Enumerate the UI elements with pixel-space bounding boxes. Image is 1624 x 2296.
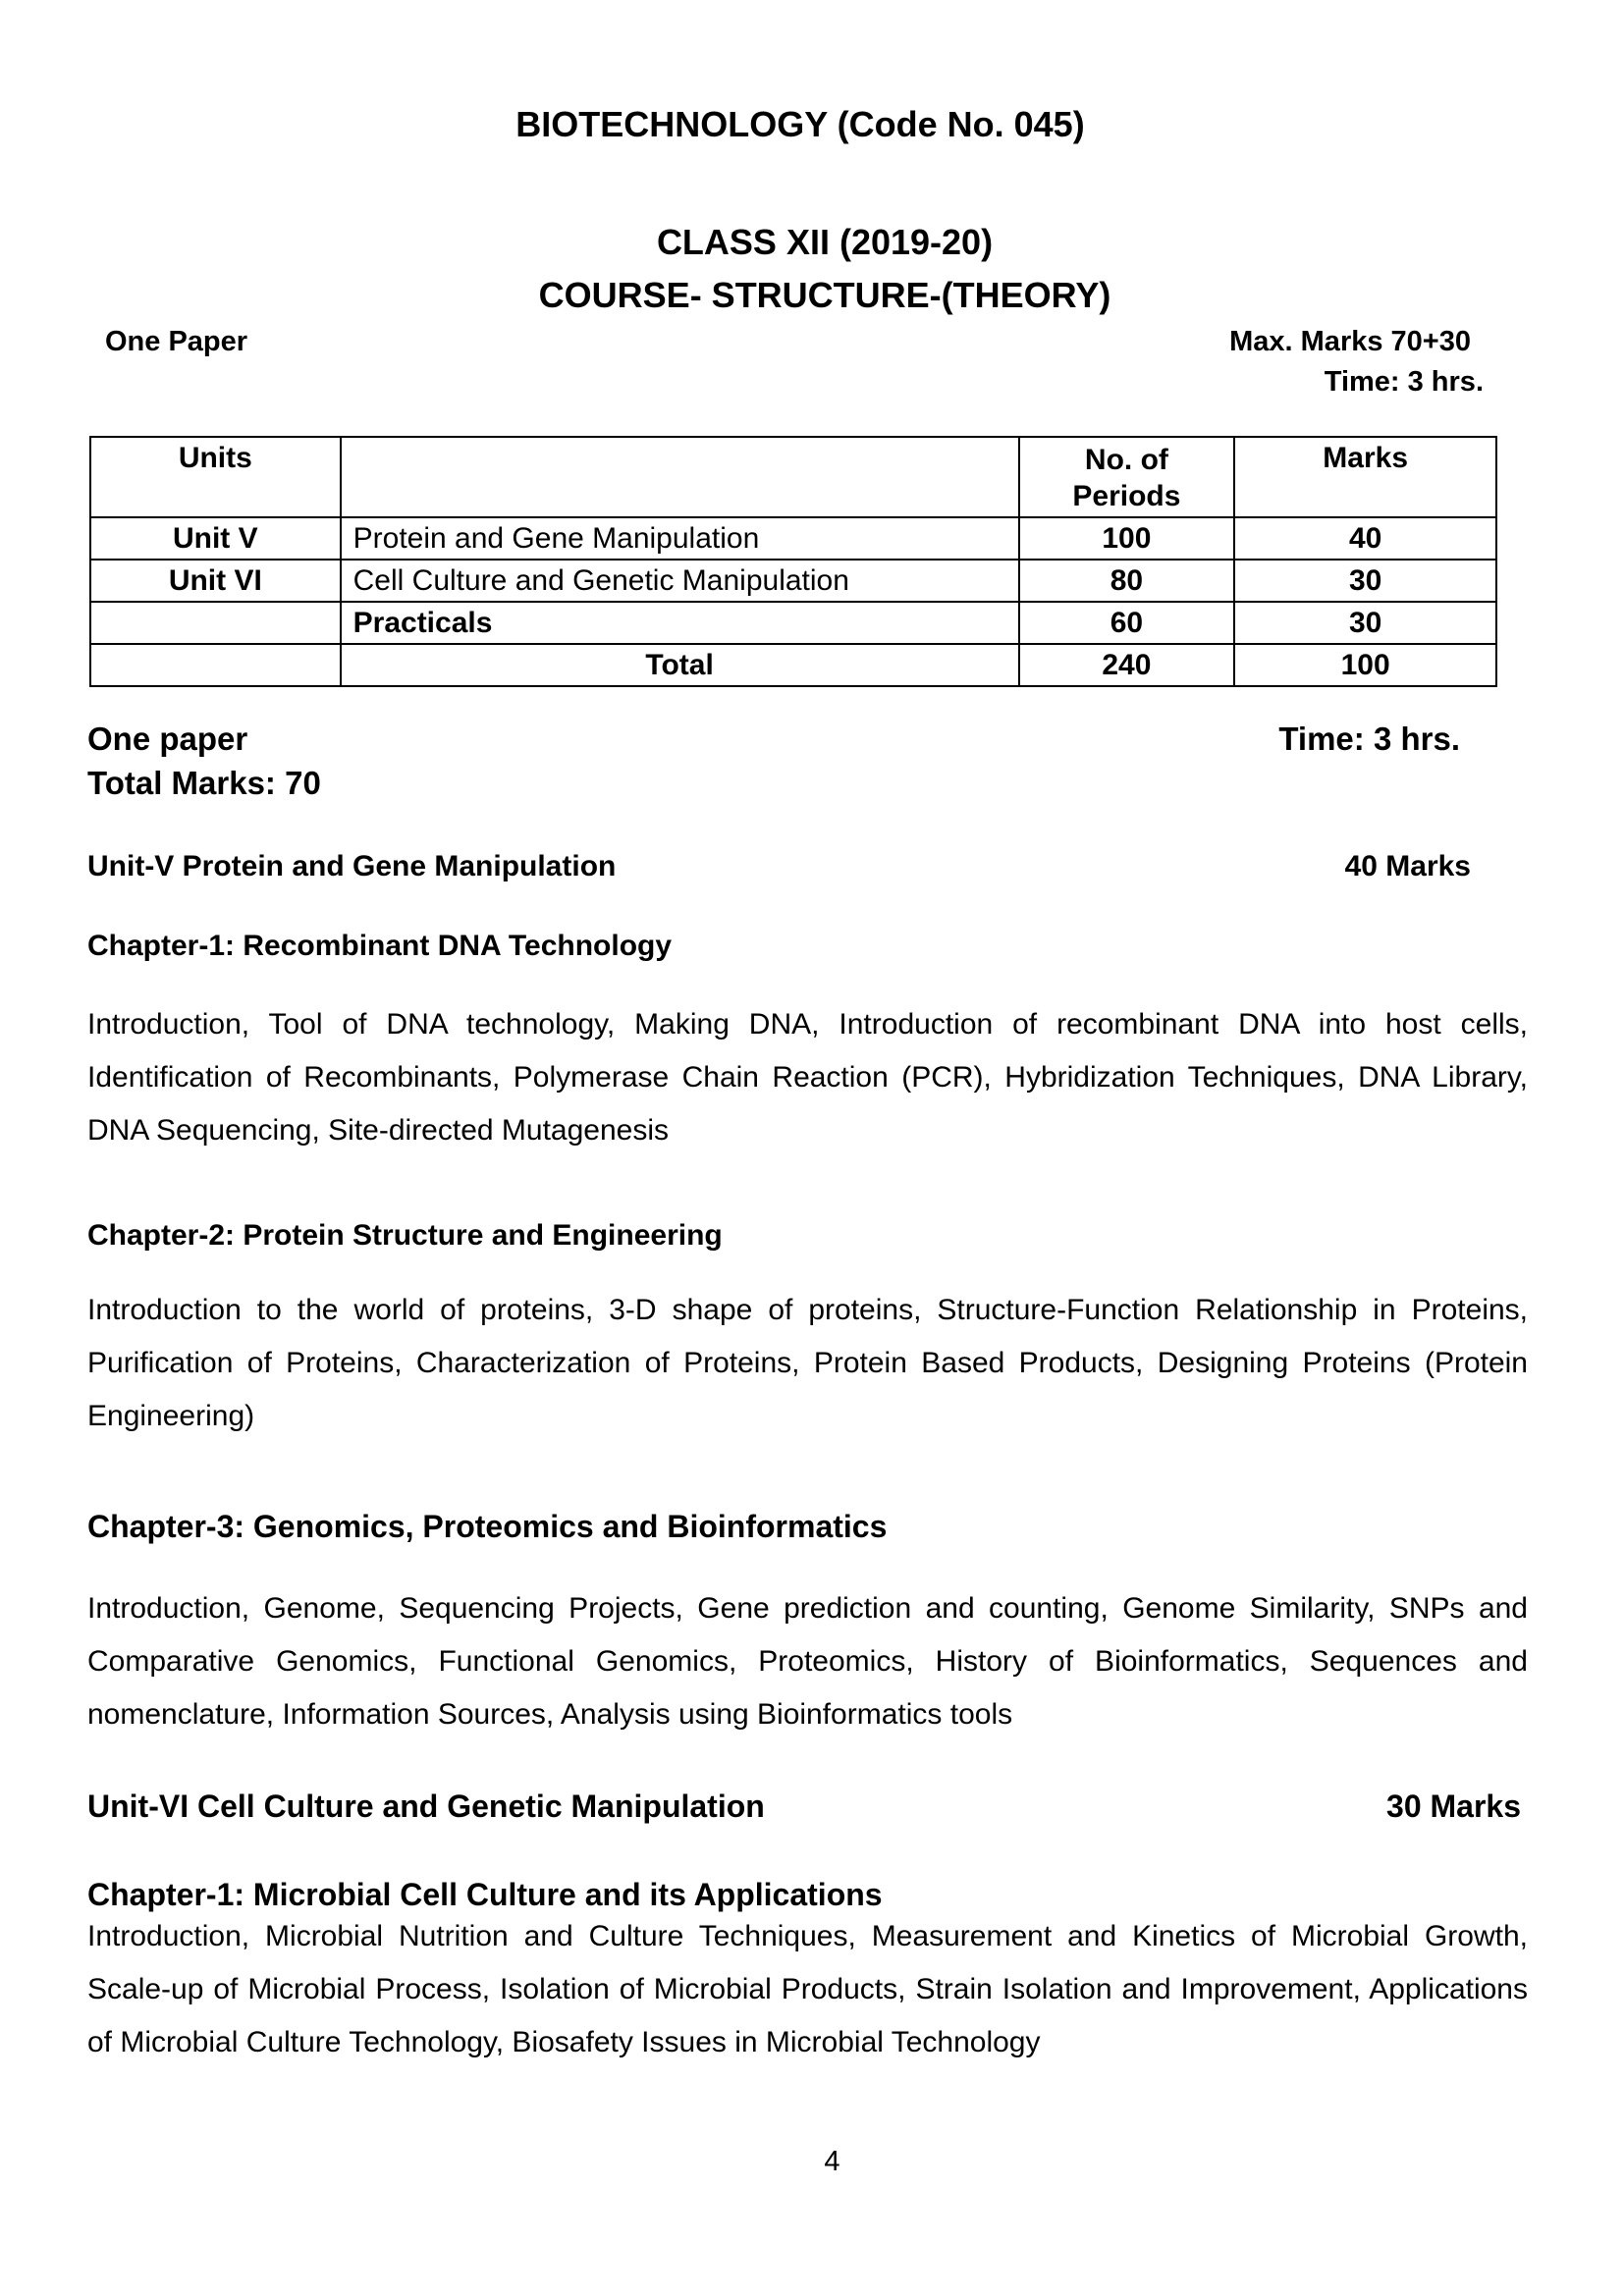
unit-cell: Unit V (90, 517, 341, 560)
unit6-chapter1-title: Chapter-1: Microbial Cell Culture and its Applications (87, 1877, 883, 1912)
header-marks: Marks (1234, 437, 1496, 517)
page-number: 4 (824, 2146, 840, 2177)
header-units: Units (90, 437, 341, 517)
topic-cell: Protein and Gene Manipulation (341, 517, 1019, 560)
total-label-cell: Total (341, 644, 1019, 686)
header-periods: No. of Periods (1019, 437, 1235, 517)
summary-time: Time: 3 hrs. (1278, 721, 1460, 757)
marks-cell: 30 (1234, 602, 1496, 644)
unit5-title: Unit-V Protein and Gene Manipulation (87, 850, 617, 882)
unit5-chapter2-title: Chapter-2: Protein Structure and Engineering (87, 1219, 723, 1252)
table-row (90, 560, 1496, 602)
unit-cell (90, 644, 341, 686)
unit5-chapter3-text: Introduction, Genome, Sequencing Projects, Gene prediction and counting, Genome Similarity, SNPs and Comparative Genomics, Functional Genomics, Proteomics, History of Bioinformatics, Sequences and nomenclature, Information Sources, Analysis using Bioinformatics tools (87, 1592, 1528, 1731)
unit6-marks: 30 Marks (1386, 1789, 1521, 1824)
header-blank (341, 437, 1019, 517)
time-label: Time: 3 hrs. (1324, 366, 1484, 398)
unit6-chapter1-text: Introduction, Microbial Nutrition and Culture Techniques, Measurement and Kinetics of Microbial Growth, Scale-up of Microbial Process, Isolation of Microbial Products, Strain Isolation and Improvement, Applications of Microbial Culture Technology, Biosafety Issues in Microbial Technology (87, 1920, 1528, 2058)
course-structure-table (89, 436, 1497, 687)
periods-cell: 80 (1019, 560, 1235, 602)
unit5-chapter1-title: Chapter-1: Recombinant DNA Technology (87, 930, 673, 962)
unit-cell (90, 602, 341, 644)
periods-total-cell: 240 (1019, 644, 1235, 686)
document-title: BIOTECHNOLOGY (Code No. 045) (515, 104, 1085, 144)
table-row (90, 517, 1496, 560)
class-heading: CLASS XII (2019-20) (656, 222, 994, 262)
unit-cell: Unit VI (90, 560, 341, 602)
table-row (90, 602, 1496, 644)
marks-cell: 40 (1234, 517, 1496, 560)
table-total-row (90, 644, 1496, 686)
summary-paper: One paper (87, 721, 248, 757)
unit5-marks: 40 Marks (1344, 850, 1471, 882)
topic-cell: Practicals (341, 602, 1019, 644)
course-heading: COURSE- STRUCTURE-(THEORY) (538, 275, 1111, 315)
table-header-row (90, 437, 1496, 517)
unit5-chapter3-title: Chapter-3: Genomics, Proteomics and Bioinformatics (87, 1509, 888, 1544)
marks-cell: 30 (1234, 560, 1496, 602)
max-marks-label: Max. Marks 70+30 (1229, 326, 1471, 357)
marks-total-cell: 100 (1234, 644, 1496, 686)
unit6-title: Unit-VI Cell Culture and Genetic Manipulation (87, 1789, 765, 1824)
paper-label: One Paper (105, 326, 248, 357)
unit5-chapter2-text: Introduction to the world of proteins, 3-D shape of proteins, Structure-Function Relationship in Proteins, Purification of Proteins, Characterization of Proteins, Protein Based Products, Designing Proteins (Protein Engineering) (87, 1294, 1528, 1432)
summary-total-marks: Total Marks: 70 (87, 765, 321, 801)
periods-cell: 60 (1019, 602, 1235, 644)
topic-cell: Cell Culture and Genetic Manipulation (341, 560, 1019, 602)
unit5-chapter1-text: Introduction, Tool of DNA technology, Making DNA, Introduction of recombinant DNA into host cells, Identification of Recombinants, Polymerase Chain Reaction (PCR), Hybridization Techniques, DNA Library, DNA Sequencing, Site-directed Mutagenesis (87, 1008, 1528, 1147)
periods-cell: 100 (1019, 517, 1235, 560)
